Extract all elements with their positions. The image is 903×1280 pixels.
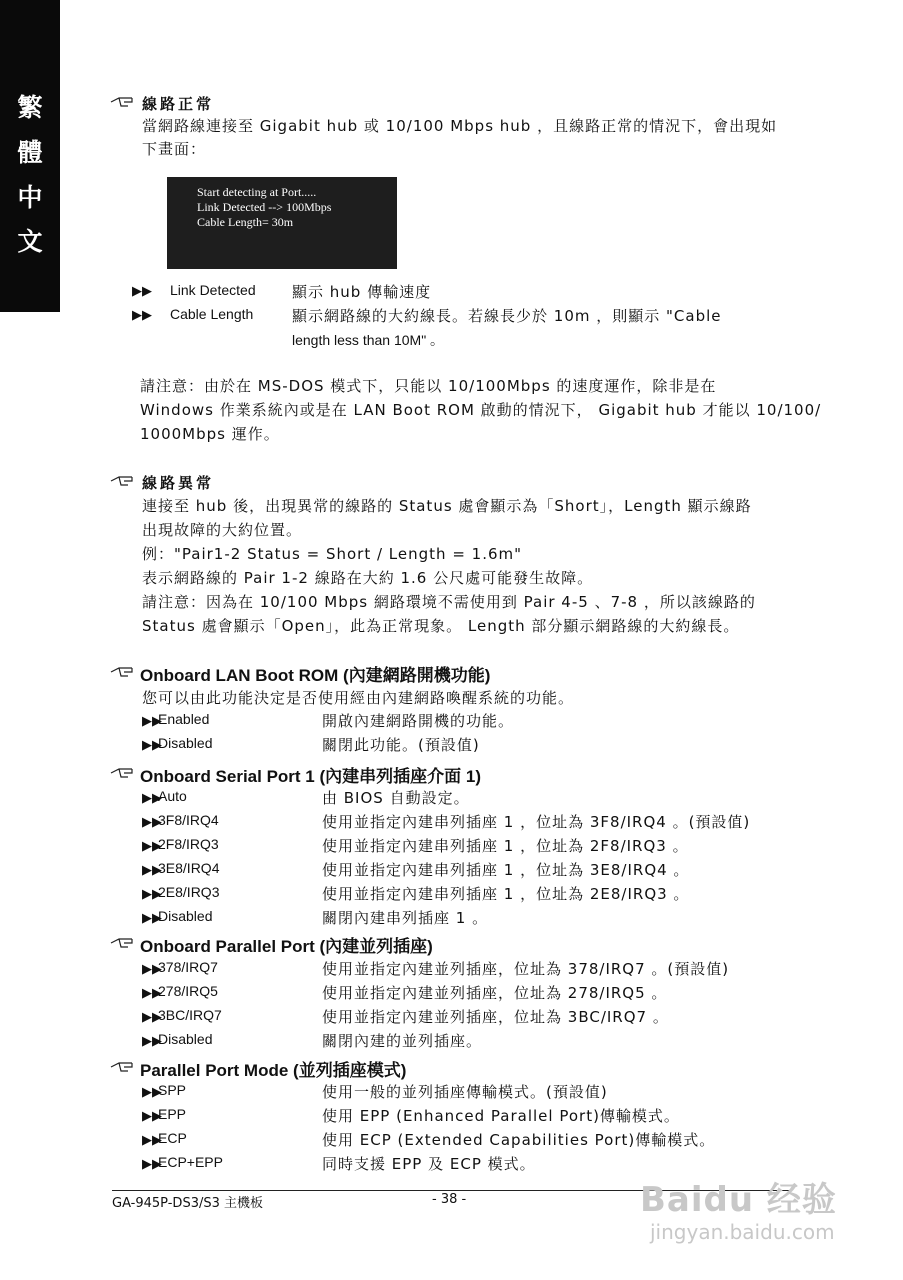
double-arrow-icon: ▶▶ bbox=[142, 1157, 162, 1172]
side-tab-char: 體 bbox=[17, 138, 43, 167]
double-arrow-icon: ▶▶ bbox=[142, 1109, 162, 1124]
console-line: Cable Length= 30m bbox=[197, 215, 294, 229]
paragraph-line: 表示網路線的 Pair 1-2 線路在大約 1.6 公尺處可能發生故障。 bbox=[142, 569, 594, 587]
option-name: ECP bbox=[158, 1130, 187, 1146]
bios-item-intro: 您可以由此功能決定是否使用經由內建網路喚醒系統的功能。 bbox=[142, 689, 575, 707]
option-name: Disabled bbox=[158, 735, 213, 751]
option-desc: 使用並指定內建並列插座，位址為 3BC/IRQ7 。 bbox=[322, 1008, 669, 1026]
option-desc: 開啟內建網路開機的功能。 bbox=[322, 712, 515, 730]
option-desc: 使用 EPP (Enhanced Parallel Port)傳輸模式。 bbox=[322, 1107, 680, 1125]
side-tab-char: 文 bbox=[17, 227, 43, 256]
option-desc: 使用並指定內建串列插座 1 ，位址為 3F8/IRQ4 。(預設值) bbox=[322, 813, 751, 831]
option-desc: 使用並指定內建串列插座 1 ，位址為 2F8/IRQ3 。 bbox=[322, 837, 689, 855]
double-arrow-icon: ▶▶ bbox=[142, 986, 162, 1001]
option-desc: 關閉內建的並列插座。 bbox=[322, 1032, 483, 1050]
option-name: 3BC/IRQ7 bbox=[158, 1007, 222, 1023]
option-name: 2E8/IRQ3 bbox=[158, 884, 220, 900]
double-arrow-icon: ▶▶ bbox=[142, 1085, 162, 1100]
option-desc: 使用並指定內建並列插座，位址為 378/IRQ7 。(預設值) bbox=[322, 960, 730, 978]
option-name: 2F8/IRQ3 bbox=[158, 836, 219, 852]
side-tab-char: 中 bbox=[17, 183, 43, 212]
option-name: SPP bbox=[158, 1082, 187, 1098]
console-line: Start detecting at Port..... bbox=[197, 185, 317, 199]
option-desc: 關閉此功能。(預設值) bbox=[322, 736, 480, 754]
option-name: Enabled bbox=[158, 711, 210, 727]
double-arrow-icon: ▶▶ bbox=[142, 1034, 162, 1049]
side-tab-char: 繁 bbox=[17, 93, 43, 122]
console-screenshot bbox=[167, 177, 397, 269]
pointing-hand-icon bbox=[110, 1060, 134, 1074]
language-side-tab bbox=[0, 0, 60, 312]
note-line: 1000Mbps 運作。 bbox=[140, 425, 280, 443]
bios-item-heading: Onboard Serial Port 1 (內建串列插座介面 1) bbox=[140, 767, 481, 786]
option-name: 378/IRQ7 bbox=[158, 959, 218, 975]
note-line: Windows 作業系統內或是在 LAN Boot ROM 啟動的情況下， Gigabit hub 才能以 10/100/ bbox=[140, 401, 822, 419]
double-arrow-icon: ▶▶ bbox=[142, 738, 162, 753]
paragraph-line: 請注意：因為在 10/100 Mbps 網路環境不需使用到 Pair 4-5 、7-8 ，所以該線路的 bbox=[142, 593, 756, 611]
term-description: 顯示網路線的大約線長。若線長少於 10m ，則顯示 "Cable bbox=[292, 307, 722, 325]
double-arrow-icon: ▶▶ bbox=[132, 284, 152, 299]
option-desc: 由 BIOS 自動設定。 bbox=[322, 789, 470, 807]
paragraph-line: 下畫面： bbox=[142, 140, 207, 158]
option-name: ECP+EPP bbox=[158, 1154, 223, 1170]
double-arrow-icon: ▶▶ bbox=[132, 308, 152, 323]
paragraph-line: 例："Pair1-2 Status = Short / Length = 1.6m" bbox=[142, 545, 523, 563]
double-arrow-icon: ▶▶ bbox=[142, 911, 162, 926]
option-name: Disabled bbox=[158, 908, 213, 924]
bios-item-heading: Onboard LAN Boot ROM (內建網路開機功能) bbox=[140, 666, 491, 685]
double-arrow-icon: ▶▶ bbox=[142, 962, 162, 977]
option-name: Disabled bbox=[158, 1031, 213, 1047]
option-desc: 同時支援 EPP 及 ECP 模式。 bbox=[322, 1155, 536, 1173]
page-number: - 38 - bbox=[432, 1192, 467, 1207]
option-desc: 使用一般的並列插座傳輸模式。(預設值) bbox=[322, 1083, 608, 1101]
pointing-hand-icon bbox=[110, 95, 134, 109]
option-name: 278/IRQ5 bbox=[158, 983, 218, 999]
double-arrow-icon: ▶▶ bbox=[142, 839, 162, 854]
double-arrow-icon: ▶▶ bbox=[142, 863, 162, 878]
pointing-hand-icon bbox=[110, 665, 134, 679]
paragraph-line: 連接至 hub 後，出現異常的線路的 Status 處會顯示為「Short」，Length 顯示線路 bbox=[142, 497, 752, 515]
double-arrow-icon: ▶▶ bbox=[142, 887, 162, 902]
option-desc: 關閉內建串列插座 1 。 bbox=[322, 909, 489, 927]
pointing-hand-icon bbox=[110, 474, 134, 488]
option-desc: 使用 ECP (Extended Capabilities Port)傳輸模式。 bbox=[322, 1131, 716, 1149]
term-label: Cable Length bbox=[170, 306, 254, 322]
watermark-logo: Baidu 经验 bbox=[640, 1180, 837, 1220]
option-name: 3F8/IRQ4 bbox=[158, 812, 219, 828]
double-arrow-icon: ▶▶ bbox=[142, 791, 162, 806]
option-desc: 使用並指定內建串列插座 1 ，位址為 2E8/IRQ3 。 bbox=[322, 885, 690, 903]
paragraph-line: 出現故障的大約位置。 bbox=[142, 521, 303, 539]
bios-item-heading: Onboard Parallel Port (內建並列插座) bbox=[140, 937, 433, 956]
double-arrow-icon: ▶▶ bbox=[142, 1010, 162, 1025]
paragraph-line: Status 處會顯示「Open」，此為正常現象。 Length 部分顯示網路線的大約線長。 bbox=[142, 617, 740, 635]
double-arrow-icon: ▶▶ bbox=[142, 815, 162, 830]
console-line: Link Detected --> 100Mbps bbox=[197, 200, 332, 214]
section-heading-link-abnormal: 線路異常 bbox=[142, 474, 215, 492]
double-arrow-icon: ▶▶ bbox=[142, 1133, 162, 1148]
note-line: 請注意：由於在 MS-DOS 模式下，只能以 10/100Mbps 的速度運作，除非是在 bbox=[140, 377, 717, 395]
footer-model: GA-945P-DS3/S3 主機板 bbox=[112, 1196, 263, 1211]
term-description: 顯示 hub 傳輸速度 bbox=[292, 283, 432, 301]
watermark-url: jingyan.baidu.com bbox=[650, 1220, 835, 1244]
section-heading-link-normal: 線路正常 bbox=[142, 95, 215, 113]
option-name: EPP bbox=[158, 1106, 187, 1122]
term-label: Link Detected bbox=[170, 282, 256, 298]
pointing-hand-icon bbox=[110, 766, 134, 780]
double-arrow-icon: ▶▶ bbox=[142, 714, 162, 729]
paragraph-line: 當網路線連接至 Gigabit hub 或 10/100 Mbps hub ，且線路正常的情況下，會出現如 bbox=[142, 117, 778, 135]
option-desc: 使用並指定內建串列插座 1 ，位址為 3E8/IRQ4 。 bbox=[322, 861, 690, 879]
option-desc: 使用並指定內建並列插座，位址為 278/IRQ5 。 bbox=[322, 984, 668, 1002]
option-name: Auto bbox=[158, 788, 187, 804]
bios-item-heading: Parallel Port Mode (並列插座模式) bbox=[140, 1061, 407, 1080]
option-name: 3E8/IRQ4 bbox=[158, 860, 220, 876]
pointing-hand-icon bbox=[110, 936, 134, 950]
term-description-cont: length less than 10M" 。 bbox=[292, 332, 445, 348]
